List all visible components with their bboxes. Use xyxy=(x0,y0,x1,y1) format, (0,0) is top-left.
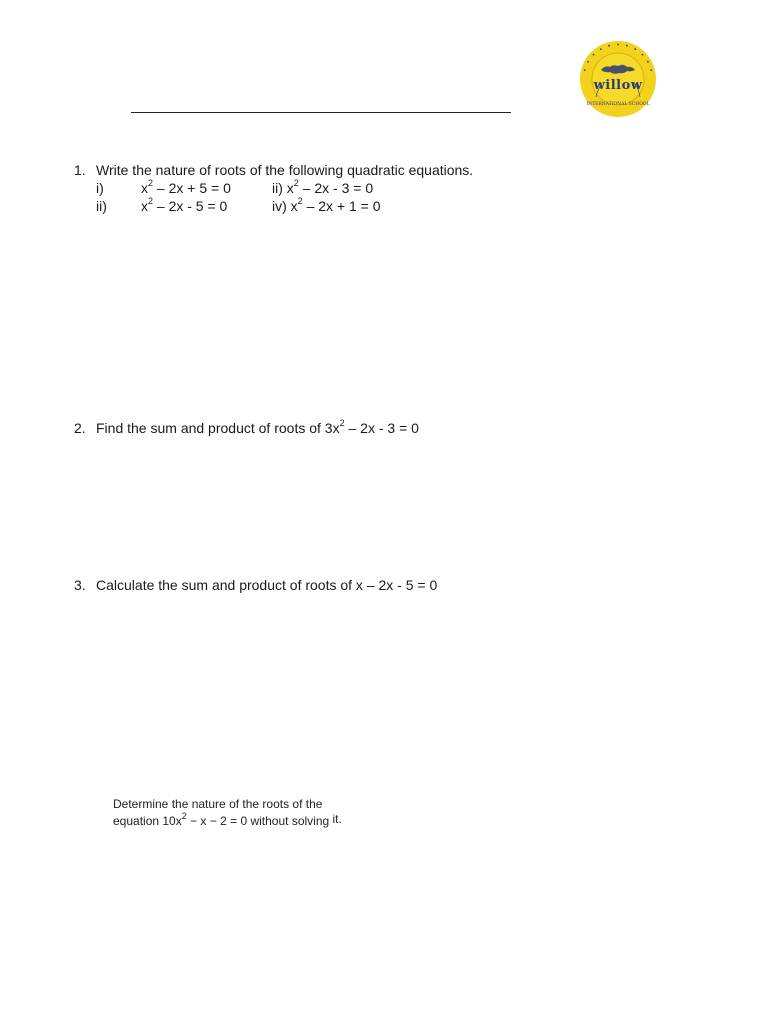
equation: $x^2 - 2x - 5 = 0$ xyxy=(141,196,228,214)
question-number: 1. xyxy=(74,162,86,178)
equation: ii) $x^2 - 2x - 3 = 0$ xyxy=(272,178,374,196)
question-number: 3. xyxy=(74,577,86,593)
question-4-line-1: Determine the nature of the roots of the xyxy=(113,797,323,811)
question-text: Find the sum and product of roots of $3x^2 - 2x - 3 = 0$ xyxy=(96,418,419,436)
question-1-row-2 xyxy=(96,197,381,215)
question-2 xyxy=(74,419,419,437)
item-label: i) xyxy=(96,180,104,196)
equation: iv) $x^2 - 2x + 1 = 0$ xyxy=(272,196,381,214)
question-1 xyxy=(74,161,473,179)
equation: $x^2 - 2x + 5 = 0$ xyxy=(141,178,231,196)
school-logo xyxy=(579,40,657,118)
question-text: Write the nature of roots of the following quadratic equations. xyxy=(96,162,474,178)
item-label: ii) xyxy=(96,198,107,214)
logo-wordmark: willow xyxy=(593,78,643,93)
question-number: 2. xyxy=(74,420,86,436)
logo-motto: INTERNATIONAL SCHOOL xyxy=(586,102,650,107)
question-3 xyxy=(74,576,437,594)
question-text: Calculate the sum and product of roots of x – 2x - 5 = 0 xyxy=(96,577,438,593)
question-4-line-2: equation $10x^2 - x - 2 = 0$ without solving it. xyxy=(113,811,342,828)
name-line xyxy=(131,112,511,113)
question-1-row-1 xyxy=(96,179,373,197)
